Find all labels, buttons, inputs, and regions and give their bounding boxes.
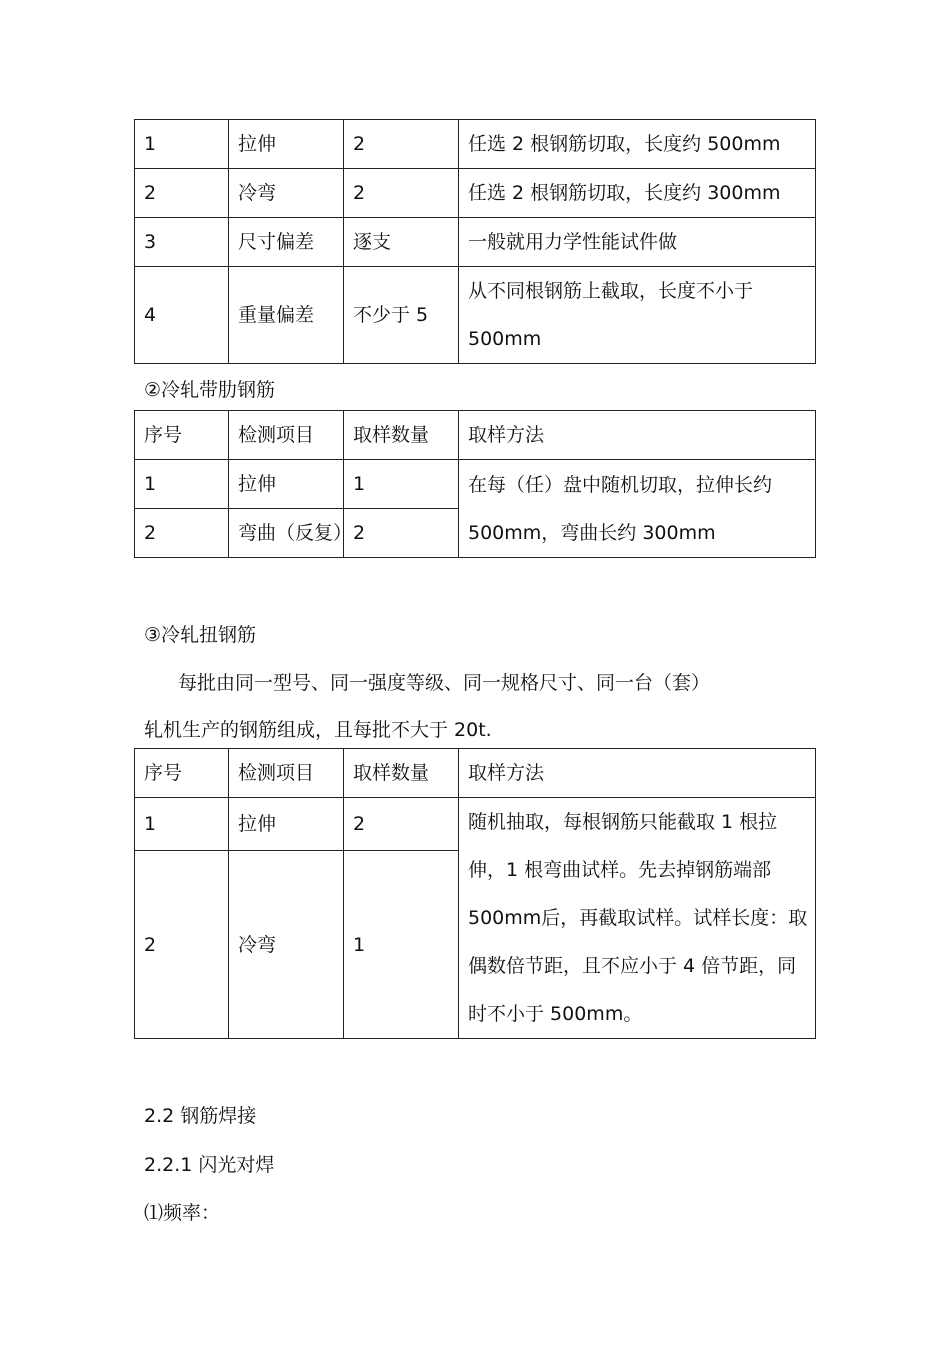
cell-item: 尺寸偏差 <box>229 218 344 267</box>
table-header-row <box>135 411 816 460</box>
table-row <box>135 798 816 851</box>
cell-no: 1 <box>135 460 229 509</box>
paragraph-line-1: 每批由同一型号、同一强度等级、同一规格尺寸、同一台（套） <box>178 672 711 694</box>
header-method: 取样方法 <box>459 411 816 460</box>
section-heading-welding: 2.2 钢筋焊接 <box>144 1105 257 1127</box>
cell-no: 3 <box>135 218 229 267</box>
table-row <box>135 218 816 267</box>
cell-no: 2 <box>135 509 229 558</box>
header-no: 序号 <box>135 411 229 460</box>
cell-qty: 2 <box>344 120 459 169</box>
cell-qty: 不少于 5 <box>344 267 459 364</box>
cell-method: 任选 2 根钢筋切取，长度约 300mm <box>459 169 816 218</box>
table-hot-rolled-sampling <box>134 119 816 364</box>
cell-qty: 2 <box>344 798 459 851</box>
cell-item: 弯曲（反复） <box>229 509 344 558</box>
heading-cold-rolled-ribbed: ②冷轧带肋钢筋 <box>144 379 276 401</box>
cell-no: 1 <box>135 120 229 169</box>
cell-method: 任选 2 根钢筋切取，长度约 500mm <box>459 120 816 169</box>
cell-no: 1 <box>135 798 229 851</box>
cell-no: 2 <box>135 169 229 218</box>
item-frequency: ⑴频率： <box>144 1202 221 1224</box>
header-qty: 取样数量 <box>344 411 459 460</box>
header-method: 取样方法 <box>459 749 816 798</box>
paragraph-line-2: 轧机生产的钢筋组成，且每批不大于 20t. <box>144 719 492 741</box>
header-no: 序号 <box>135 749 229 798</box>
cell-qty: 1 <box>344 460 459 509</box>
heading-cold-rolled-twisted: ③冷轧扭钢筋 <box>144 624 257 646</box>
cell-qty: 2 <box>344 509 459 558</box>
cell-method: 从不同根钢筋上截取，长度不小于 500mm <box>459 267 816 364</box>
table-cold-rolled-twisted-sampling <box>134 748 816 1039</box>
cell-item: 拉伸 <box>229 798 344 851</box>
cell-item: 拉伸 <box>229 120 344 169</box>
table-row <box>135 120 816 169</box>
table-header-row <box>135 749 816 798</box>
cell-item: 冷弯 <box>229 169 344 218</box>
cell-qty: 逐支 <box>344 218 459 267</box>
cell-no: 2 <box>135 851 229 1039</box>
table-cold-rolled-ribbed-sampling <box>134 410 816 558</box>
cell-qty: 2 <box>344 169 459 218</box>
cell-item: 冷弯 <box>229 851 344 1039</box>
cell-qty: 1 <box>344 851 459 1039</box>
cell-item: 重量偏差 <box>229 267 344 364</box>
cell-item: 拉伸 <box>229 460 344 509</box>
table-row <box>135 460 816 509</box>
subsection-heading-flash-butt: 2.2.1 闪光对焊 <box>144 1154 275 1176</box>
cell-method: 随机抽取，每根钢筋只能截取 1 根拉伸，1 根弯曲试样。先去掉钢筋端部 500mm后，再截取试样。试样长度：取偶数倍节距，且不应小于 4 倍节距，同时不小于 500mm。 <box>459 798 816 1039</box>
cell-no: 4 <box>135 267 229 364</box>
header-item: 检测项目 <box>229 411 344 460</box>
cell-method: 一般就用力学性能试件做 <box>459 218 816 267</box>
table-row <box>135 267 816 364</box>
cell-method: 在每（任）盘中随机切取，拉伸长约 500mm，弯曲长约 300mm <box>459 460 816 558</box>
header-item: 检测项目 <box>229 749 344 798</box>
header-qty: 取样数量 <box>344 749 459 798</box>
table-row <box>135 169 816 218</box>
